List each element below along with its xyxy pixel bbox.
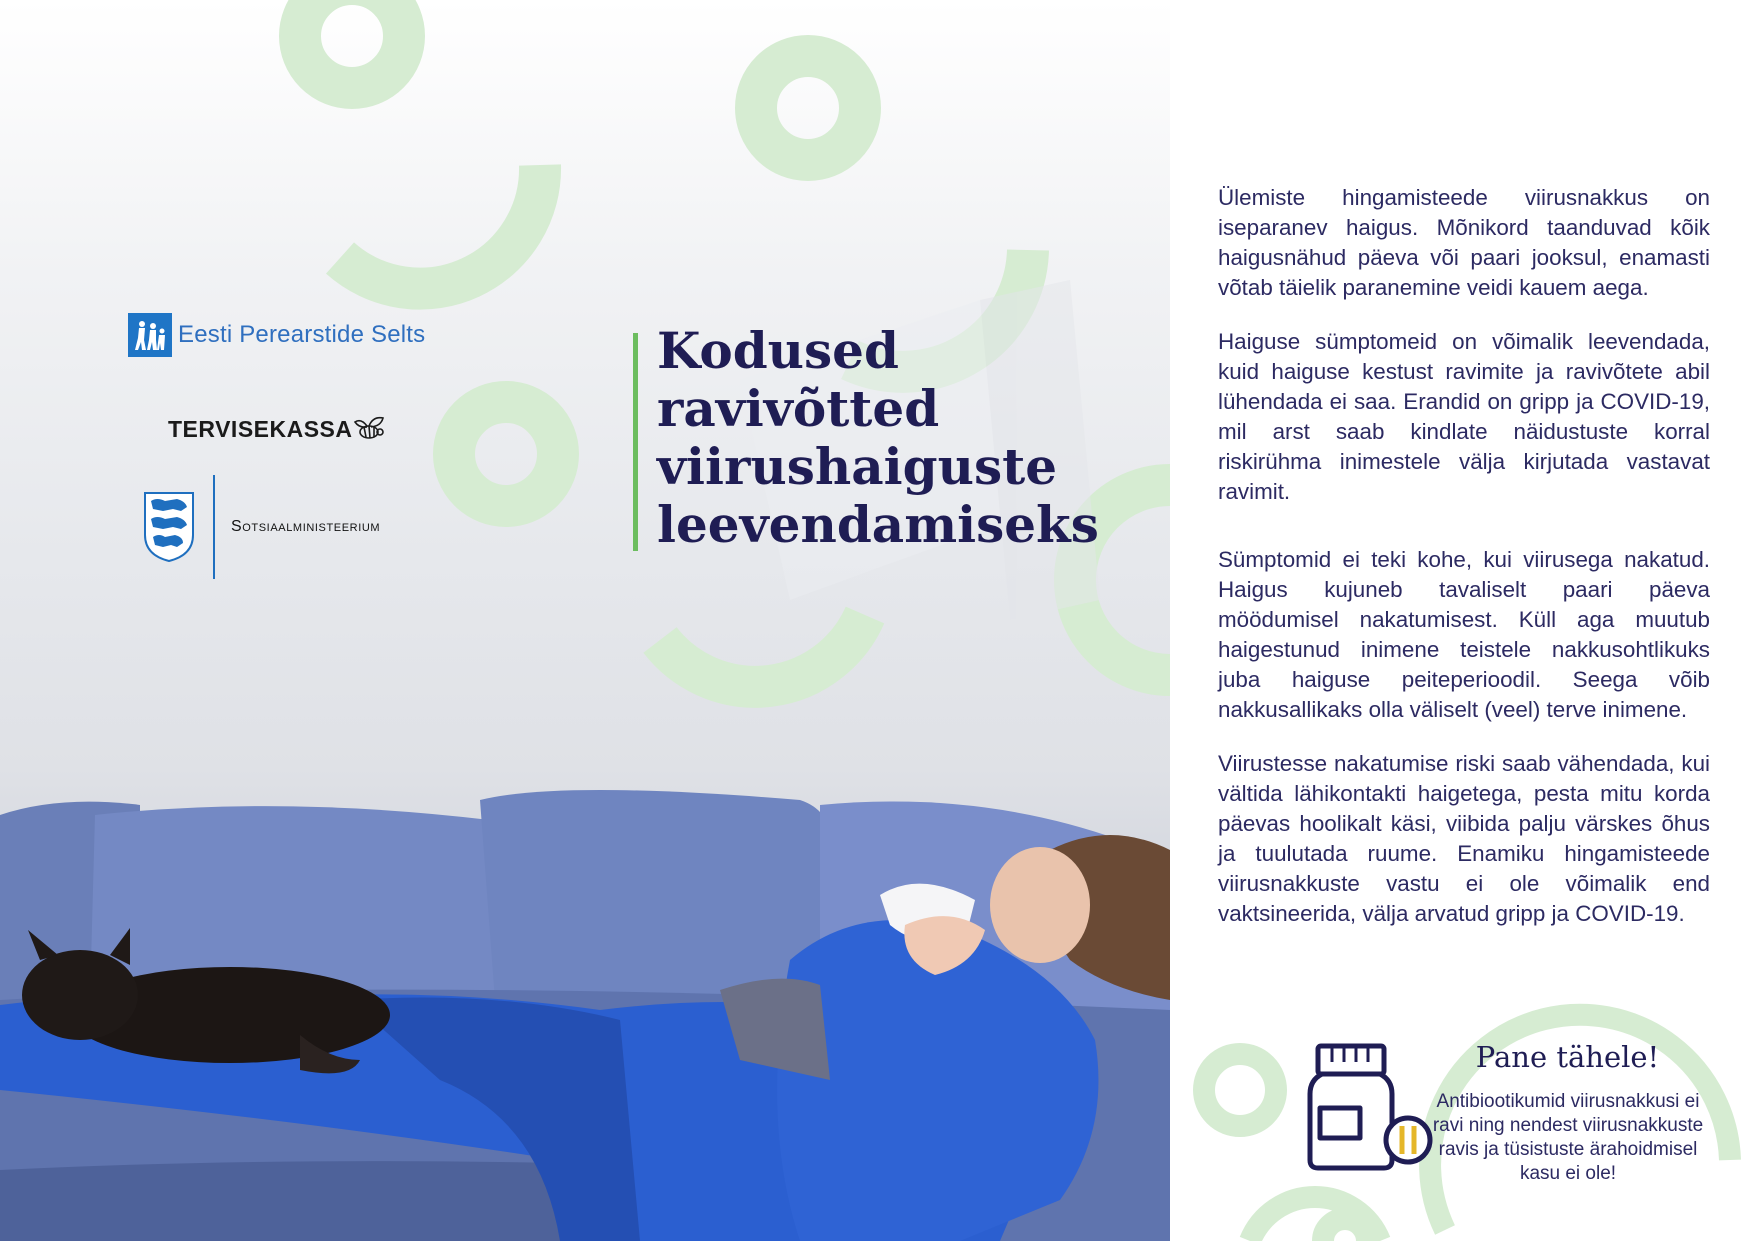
estonian-coat-of-arms-icon [143,491,195,563]
pill-icon [1386,1118,1430,1162]
tervisekassa-bee-icon [353,414,389,444]
decor-ring [1323,1219,1367,1241]
paragraph-prevention: Viirustesse nakatumise riski saab vähendada, kui vältida lähikontakti haigetega, pesta mitu korda päevas hoolikalt käsi, viibida palju värskes õhus ja tuulutada ruume. Enamiku hingamisteede viirusnakkuste vastu ei ole võimalik end vaktsineerida, välja arvatud gripp ja COVID-19. [1218,751,1710,926]
tervisekassa-name: TERVISEKASSA [168,415,353,442]
paragraph-intro: Ülemiste hingamisteede viirusnakkus on iseparanev haigus. Mõnikord taanduvad kõik haigusnähud päeva või paari jooksul, enamasti võtab täielik paranemine veidi kauem aega. [1218,185,1710,300]
logo-divider [213,475,215,579]
family-logo-icon [128,313,172,357]
note-text: Antibiootikumid viirusnakkusi ei ravi ning nendest viirusnakkuste ravis ja tüsistuste ärahoidmisel kasu ei ole! [1432,1091,1704,1184]
info-text-column [1218,183,1710,929]
eesti-perearstide-selts-logo [128,313,428,357]
sotsiaalministeerium-name: Sotsiaalministeerium [231,518,381,535]
paragraph-symptom-relief: Haiguse sümptomeid on võimalik leevendada, kuid haiguse kestust ravimite ja ravivõtete abil lühendada ei saa. Erandid on gripp ja COVID-19, mil arst saab kindlate näidustuste korral riskirühma inimestele välja kirjutada vastavat ravimit. [1218,329,1710,504]
eesti-perearstide-selts-name: Eesti Perearstide Selts [178,321,426,348]
note-title: Pane tähele! [1475,1040,1660,1074]
title-line: leevendamiseks [657,495,1099,554]
paragraph-incubation: Sümptomid ei teki kohe, kui viirusega nakatud. Haigus kujuneb tavaliselt paari päeva möödumisel nakatumisest. Küll aga muutub haigestunud inimene teistele nakkusohtlikuks juba haiguse peiteperioodil. Seega võib nakkusallikaks olla väliselt (veel) terve inimene. [1218,547,1710,722]
title-line: Kodused [657,321,899,380]
medicine-bottle-icon [1310,1046,1392,1168]
title-accent-bar [633,333,638,551]
title-line: viirushaiguste [657,437,1057,496]
tervisekassa-logo [168,411,389,447]
sotsiaalministeerium-logo [143,475,380,579]
title-line: ravivõtted [657,379,940,438]
decor-ring [1204,1054,1276,1126]
page-title [657,322,1137,554]
